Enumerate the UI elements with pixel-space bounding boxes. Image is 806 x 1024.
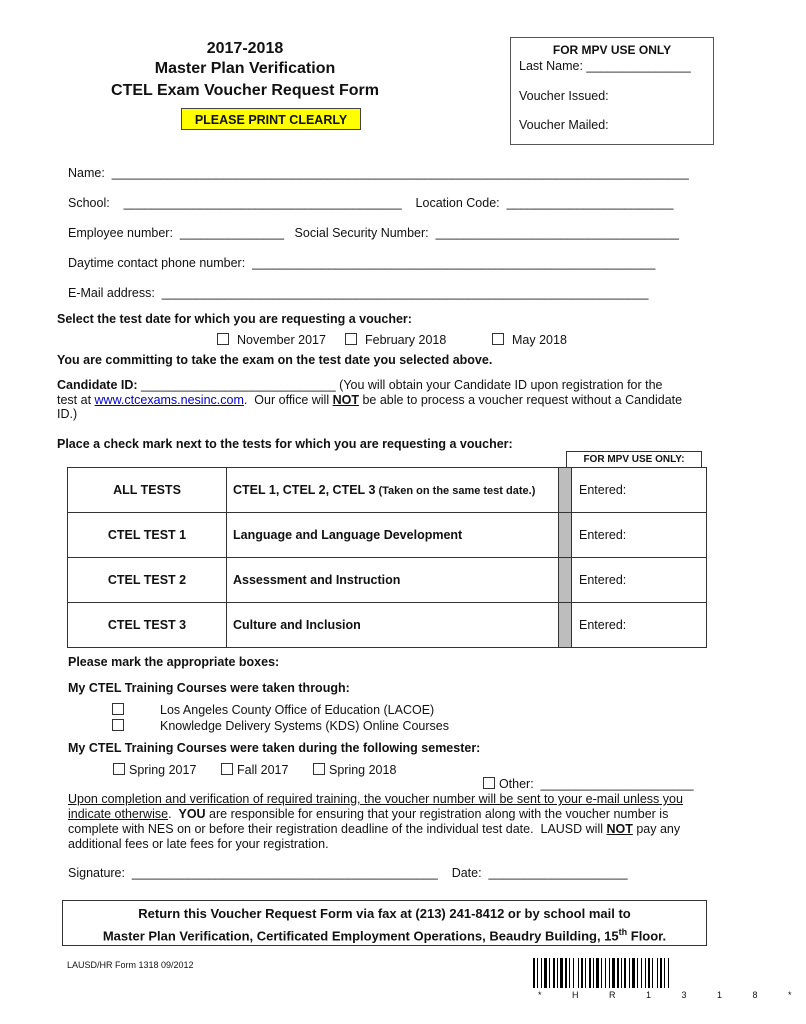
mpv-box-title: FOR MPV USE ONLY xyxy=(552,43,672,57)
table-row xyxy=(68,513,707,558)
candidate-id-block: Candidate ID: ____________________________ (You will obtain your Candidate ID upon registration for the test at www.ctcexams.nesinc.com. Our office will NOT be able to process a voucher request without a Candidate ID.) xyxy=(57,378,683,421)
mpv-voucher-issued: Voucher Issued: xyxy=(519,89,609,103)
gray-column xyxy=(559,558,572,603)
checkbox[interactable] xyxy=(112,719,124,731)
semester-spring-2018[interactable]: Spring 2018 xyxy=(313,763,396,777)
employee-field[interactable]: Employee number: _______________ Social Security Number: ___________________________________ xyxy=(68,226,679,240)
mpv-only-header: FOR MPV USE ONLY: xyxy=(566,451,702,467)
test-desc: Culture and Inclusion xyxy=(227,603,559,648)
semester-spring-2017[interactable]: Spring 2017 xyxy=(113,763,196,777)
table-row xyxy=(68,558,707,603)
test-name[interactable]: CTEL TEST 1 xyxy=(68,513,227,558)
test-desc: CTEL 1, CTEL 2, CTEL 3 (Taken on the same test date.) xyxy=(227,468,559,513)
mpv-use-box xyxy=(510,37,714,145)
provider-kds[interactable]: Knowledge Delivery Systems (KDS) Online Courses xyxy=(112,719,449,733)
signature-date-line[interactable]: Signature: ____________________________________________ Date: ____________________ xyxy=(68,866,628,880)
form-year: 2017-2018 xyxy=(206,40,284,57)
checkbox[interactable] xyxy=(345,333,357,345)
school-field[interactable]: School: ________________________________________ Location Code: ________________________ xyxy=(68,196,674,210)
semester-heading: My CTEL Training Courses were taken during the following semester: xyxy=(68,741,481,755)
candidate-id-label: Candidate ID: xyxy=(57,378,138,392)
form-title: CTEL Exam Voucher Request Form xyxy=(111,82,379,99)
checkbox[interactable] xyxy=(313,763,325,775)
tests-table xyxy=(67,467,707,648)
mark-boxes-heading: Please mark the appropriate boxes: xyxy=(68,655,280,669)
test-name[interactable]: CTEL TEST 3 xyxy=(68,603,227,648)
date-option-november[interactable]: November 2017 xyxy=(217,333,326,347)
through-heading: My CTEL Training Courses were taken through: xyxy=(68,681,350,695)
mpv-voucher-mailed: Voucher Mailed: xyxy=(519,118,609,132)
barcode-text: * H R 1 3 1 8 * xyxy=(538,990,806,1000)
date-option-may[interactable]: May 2018 xyxy=(492,333,567,347)
form-id: LAUSD/HR Form 1318 09/2012 xyxy=(67,960,194,970)
test-date-prompt: Select the test date for which you are requesting a voucher: xyxy=(57,312,412,326)
provider-lacoe[interactable]: Los Angeles County Office of Education (LACOE) xyxy=(112,703,434,717)
name-field[interactable]: Name: ___________________________________________________________________________________ xyxy=(68,166,689,180)
mpv-status: Entered: xyxy=(572,468,707,513)
gray-column xyxy=(559,513,572,558)
test-name[interactable]: CTEL TEST 2 xyxy=(68,558,227,603)
checkbox[interactable] xyxy=(492,333,504,345)
return-line-2: Master Plan Verification, Certificated Employment Operations, Beaudry Building, 15th Floor. xyxy=(102,927,667,944)
gray-column xyxy=(559,603,572,648)
commit-statement: You are committing to take the exam on the test date you selected above. xyxy=(57,353,493,367)
tests-prompt: Place a check mark next to the tests for which you are requesting a voucher: xyxy=(57,437,513,451)
test-desc: Language and Language Development xyxy=(227,513,559,558)
semester-fall-2017[interactable]: Fall 2017 xyxy=(221,763,288,777)
email-field[interactable]: E-Mail address: ______________________________________________________________________ xyxy=(68,286,649,300)
date-option-february[interactable]: February 2018 xyxy=(345,333,446,347)
mpv-status: Entered: xyxy=(572,603,707,648)
test-name[interactable]: ALL TESTS xyxy=(68,468,227,513)
checkbox[interactable] xyxy=(483,777,495,789)
notice-paragraph: Upon completion and verification of required training, the voucher number will be sent to your e-mail unless you indicate otherwise. YOU are responsible for ensuring that your registration along with the voucher number is complete with NES on or before their registration deadline of the individual test date. LAUSD will NOT pay any additional fees or late fees for your registration. xyxy=(68,792,683,851)
mpv-last-name: Last Name: _______________ xyxy=(519,59,691,73)
form-subtitle: Master Plan Verification xyxy=(154,60,336,77)
checkbox[interactable] xyxy=(113,763,125,775)
mpv-status: Entered: xyxy=(572,513,707,558)
return-line-1: Return this Voucher Request Form via fax at (213) 241-8412 or by school mail to xyxy=(138,906,631,921)
nes-link[interactable]: www.ctcexams.nesinc.com xyxy=(94,392,244,407)
test-desc: Assessment and Instruction xyxy=(227,558,559,603)
table-row xyxy=(68,603,707,648)
semester-other[interactable]: Other: ______________________ xyxy=(476,763,694,791)
checkbox[interactable] xyxy=(112,703,124,715)
mpv-status: Entered: xyxy=(572,558,707,603)
gray-column xyxy=(559,468,572,513)
candidate-id-input[interactable]: ____________________________ xyxy=(137,378,340,392)
phone-field[interactable]: Daytime contact phone number: __________________________________________________________ xyxy=(68,256,656,270)
checkbox[interactable] xyxy=(221,763,233,775)
table-row xyxy=(68,468,707,513)
print-clearly-badge: PLEASE PRINT CLEARLY xyxy=(181,108,361,130)
barcode-icon xyxy=(533,958,705,992)
checkbox[interactable] xyxy=(217,333,229,345)
return-instructions-box xyxy=(62,900,707,946)
